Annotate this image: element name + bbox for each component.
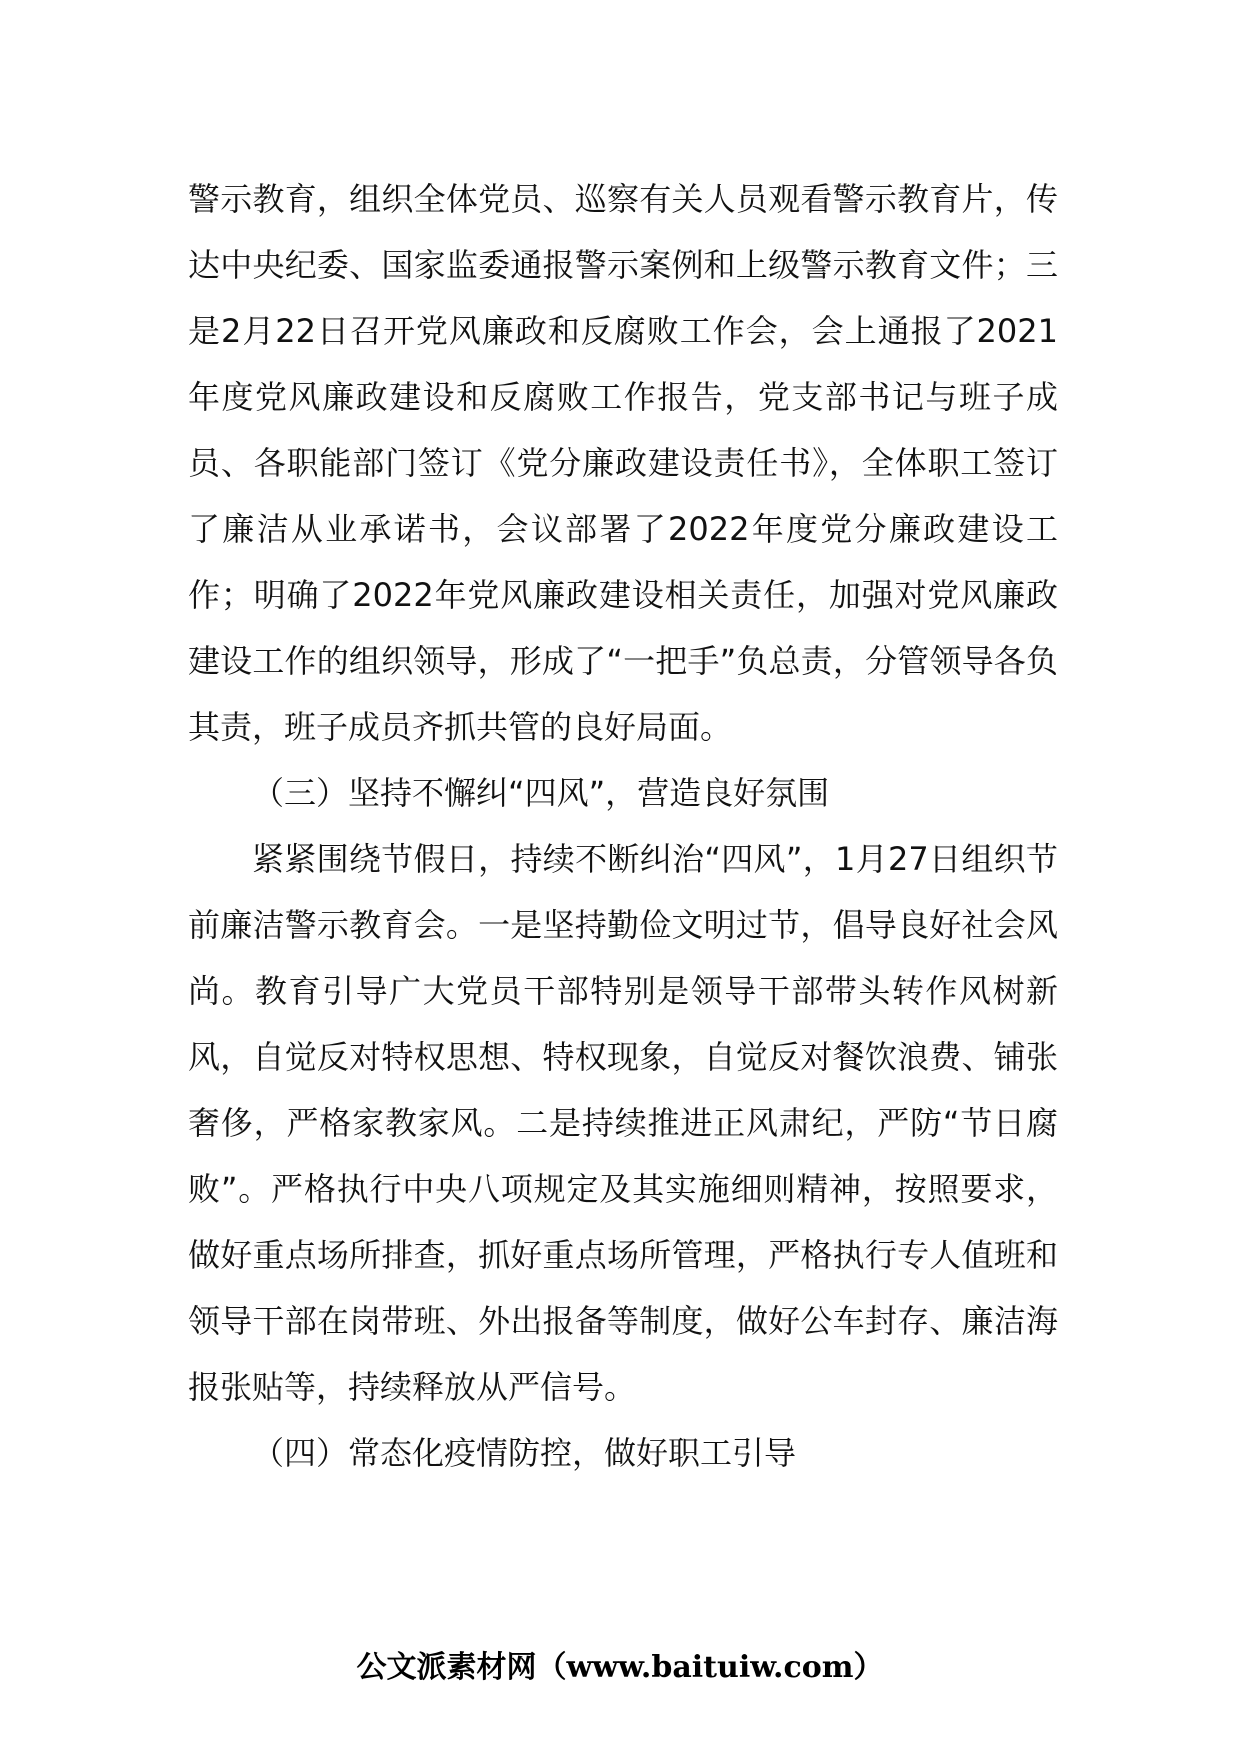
document-body bbox=[188, 166, 1058, 1486]
section-heading-4: （四）常态化疫情防控，做好职工引导 bbox=[252, 1434, 797, 1472]
paragraph-continuation: 警示教育，组织全体党员、巡察有关人员观看警示教育片，传达中央纪委、国家监委通报警示案例和上级警示教育文件；三是2月22日召开党风廉政和反腐败工作会，会上通报了2021年度党风廉政建设和反腐败工作报告，党支部书记与班子成员、各职能部门签订《党分廉政建设责任书》，全体职工签订了廉洁从业承诺书，会议部署了2022年度党分廉政建设工作；明确了2022年党风廉政建设相关责任，加强对党风廉政建设工作的组织领导，形成了“一把手”负总责，分管领导各负其责，班子成员齐抓共管的良好局面。 bbox=[188, 180, 1058, 746]
footer-watermark: 公文派素材网（www.baituiw.com） bbox=[356, 1650, 884, 1685]
paragraph-body: 紧紧围绕节假日，持续不断纠治“四风”，1月27日组织节前廉洁警示教育会。一是坚持勤俭文明过节，倡导良好社会风尚。教育引导广大党员干部特别是领导干部带头转作风树新风，自觉反对特权思想、特权现象，自觉反对餐饮浪费、铺张奢侈，严格家教家风。二是持续推进正风肃纪，严防“节日腐败”。严格执行中央八项规定及其实施细则精神，按照要求，做好重点场所排查，抓好重点场所管理，严格执行专人值班和领导干部在岗带班、外出报备等制度，做好公车封存、廉洁海报张贴等，持续释放从严信号。 bbox=[188, 840, 1058, 1406]
section-heading-3: （三）坚持不懈纠“四风”，营造良好氛围 bbox=[252, 774, 830, 812]
